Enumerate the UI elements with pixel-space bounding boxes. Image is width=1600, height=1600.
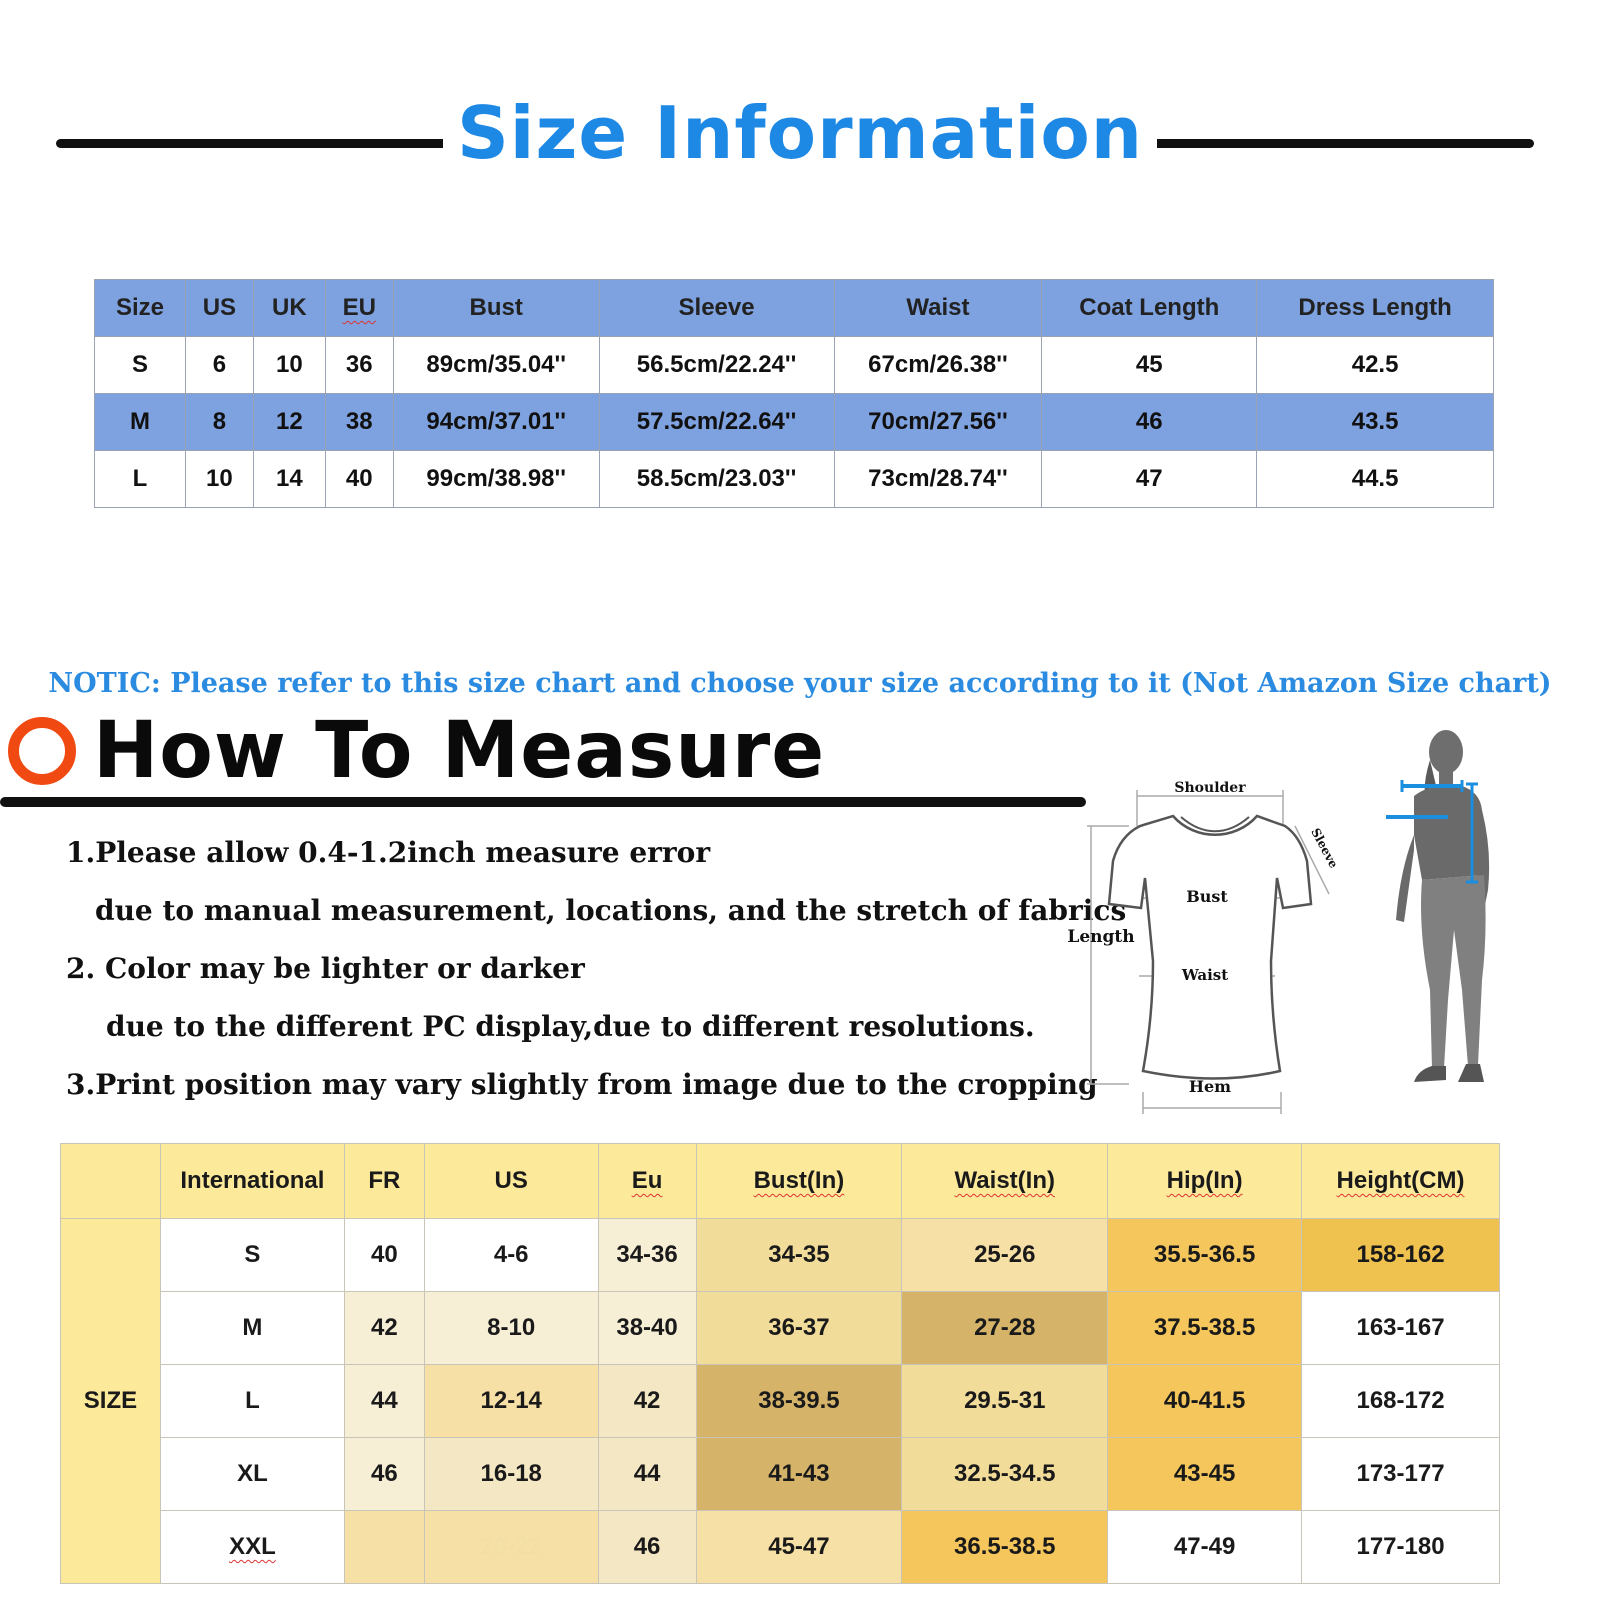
table-cell: XL: [160, 1438, 344, 1511]
table-cell: 36-37: [696, 1292, 902, 1365]
table-cell: 67cm/26.38'': [834, 337, 1042, 394]
size-table-header: Sleeve: [599, 280, 834, 337]
table-cell: 16-18: [424, 1438, 598, 1511]
table-cell-text: XXL: [229, 1533, 276, 1560]
table-cell: 10: [185, 451, 253, 508]
section-title: How To Measure: [93, 706, 826, 796]
diagram-label-hem: Hem: [1188, 1077, 1232, 1096]
table-cell: 38-40: [598, 1292, 696, 1365]
intl-table-header-text: Hip(In): [1166, 1167, 1243, 1194]
table-cell: 73cm/28.74'': [834, 451, 1042, 508]
table-cell: 36.5-38.5: [902, 1511, 1108, 1584]
table-cell: 45: [1042, 337, 1257, 394]
size-table: [94, 279, 1494, 508]
table-row: [95, 337, 1494, 394]
size-table-header: Waist: [834, 280, 1042, 337]
table-cell: 44: [598, 1438, 696, 1511]
tshirt-outline: [1109, 816, 1311, 1079]
table-cell: 20-22: [424, 1511, 598, 1584]
table-cell: 29.5-31: [902, 1365, 1108, 1438]
table-cell: 43.5: [1257, 394, 1494, 451]
table-cell: 57.5cm/22.64'': [599, 394, 834, 451]
table-cell: 37.5-38.5: [1108, 1292, 1302, 1365]
size-table-header: Bust: [393, 280, 599, 337]
intl-table-header: [1302, 1144, 1500, 1219]
table-cell: 4-6: [424, 1219, 598, 1292]
table-cell: 46: [598, 1511, 696, 1584]
diagram-label-length: Length: [1067, 927, 1135, 947]
intl-table-header: [61, 1144, 161, 1219]
size-table-header: US: [185, 280, 253, 337]
table-cell: M: [160, 1292, 344, 1365]
ring-icon: [8, 717, 76, 785]
size-table-header: Coat Length: [1042, 280, 1257, 337]
table-cell: 6: [185, 337, 253, 394]
table-cell: 12: [253, 394, 325, 451]
table-row: [61, 1292, 1500, 1365]
table-cell: 35.5-36.5: [1108, 1219, 1302, 1292]
table-cell: 44: [344, 1365, 424, 1438]
table-cell: 42: [598, 1365, 696, 1438]
intl-table-header-text: Bust(In): [753, 1167, 845, 1194]
intl-table-header-text: Height(CM): [1336, 1167, 1465, 1194]
table-cell: L: [95, 451, 186, 508]
table-cell: 44.5: [1257, 451, 1494, 508]
intl-table-header: [1108, 1144, 1302, 1219]
table-cell: 94cm/37.01'': [393, 394, 599, 451]
table-cell: 99cm/38.98'': [393, 451, 599, 508]
table-cell: 168-172: [1302, 1365, 1500, 1438]
table-cell: 8: [185, 394, 253, 451]
diagram-label-bust: Bust: [1186, 887, 1228, 906]
size-table-header-text: EU: [342, 294, 376, 321]
table-row: [61, 1219, 1500, 1292]
size-table-header: Size: [95, 280, 186, 337]
table-cell: 43-45: [1108, 1438, 1302, 1511]
table-cell: 40: [325, 451, 393, 508]
table-cell: 25-26: [902, 1219, 1108, 1292]
table-cell: 38: [325, 394, 393, 451]
intl-table-header: US: [424, 1144, 598, 1219]
diagram-label-sleeve: Sleeve: [1308, 825, 1341, 871]
intl-table-header-text: Waist(In): [954, 1167, 1055, 1194]
table-cell: 8-10: [424, 1292, 598, 1365]
table-cell: 47: [1042, 451, 1257, 508]
silhouette-legs: [1421, 875, 1486, 1068]
table-cell: 47-49: [1108, 1511, 1302, 1584]
measure-note: due to manual measurement, locations, and the stretch of fabrics: [95, 894, 1127, 927]
size-table-header-row: [95, 280, 1494, 337]
table-row: [95, 394, 1494, 451]
table-row: [61, 1438, 1500, 1511]
page-title: [0, 88, 1600, 178]
table-cell: 89cm/35.04'': [393, 337, 599, 394]
table-cell: 46: [344, 1438, 424, 1511]
table-cell: M: [95, 394, 186, 451]
table-cell: 45-47: [696, 1511, 902, 1584]
table-cell: 177-180: [1302, 1511, 1500, 1584]
table-cell: 42: [344, 1292, 424, 1365]
intl-table-header: [902, 1144, 1108, 1219]
diagram-label-waist: Waist: [1181, 966, 1229, 984]
table-cell: S: [160, 1219, 344, 1292]
table-cell: S: [95, 337, 186, 394]
table-cell: 34-35: [696, 1219, 902, 1292]
table-cell: L: [160, 1365, 344, 1438]
table-cell: 40: [344, 1219, 424, 1292]
table-cell: 41-43: [696, 1438, 902, 1511]
international-size-table: [60, 1143, 1500, 1584]
section-rule: [0, 797, 1086, 807]
table-cell: 46: [1042, 394, 1257, 451]
size-row-label: SIZE: [61, 1219, 161, 1584]
intl-table-header-text: Eu: [631, 1167, 663, 1194]
intl-table-header: [598, 1144, 696, 1219]
table-row: [61, 1511, 1500, 1584]
measure-note: due to the different PC display,due to different resolutions.: [106, 1010, 1035, 1043]
table-cell: 58.5cm/23.03'': [599, 451, 834, 508]
table-row: [95, 451, 1494, 508]
size-table-header: [325, 280, 393, 337]
table-cell: 70cm/27.56'': [834, 394, 1042, 451]
intl-table-header: FR: [344, 1144, 424, 1219]
measure-note: 2. Color may be lighter or darker: [66, 952, 585, 985]
notice-text: NOTIC: Please refer to this size chart and choose your size according to it (Not Amazon Size chart): [48, 668, 1552, 699]
table-cell: 27-28: [902, 1292, 1108, 1365]
table-cell: 32.5-34.5: [902, 1438, 1108, 1511]
table-cell: 158-162: [1302, 1219, 1500, 1292]
table-cell: 10: [253, 337, 325, 394]
body-silhouette-image: [1392, 730, 1522, 1120]
table-cell: [160, 1511, 344, 1584]
diagram-label-shoulder: Shoulder: [1174, 780, 1246, 796]
table-cell: 34-36: [598, 1219, 696, 1292]
table-cell: 163-167: [1302, 1292, 1500, 1365]
table-cell: 38-39.5: [696, 1365, 902, 1438]
table-cell: 42.5: [1257, 337, 1494, 394]
measure-note: 3.Print position may vary slightly from image due to the cropping: [66, 1068, 1098, 1101]
table-row: [61, 1365, 1500, 1438]
tshirt-diagram: [1067, 780, 1385, 1116]
table-cell: 173-177: [1302, 1438, 1500, 1511]
intl-table-header-row: [61, 1144, 1500, 1219]
table-cell: 12-14: [424, 1365, 598, 1438]
intl-table-header: International: [160, 1144, 344, 1219]
intl-table-header: [696, 1144, 902, 1219]
table-cell: 40-41.5: [1108, 1365, 1302, 1438]
page-title-text: Size Information: [443, 91, 1157, 175]
table-cell: [344, 1511, 424, 1584]
table-cell: 14: [253, 451, 325, 508]
measure-note: 1.Please allow 0.4-1.2inch measure error: [66, 836, 711, 869]
size-table-header: Dress Length: [1257, 280, 1494, 337]
silhouette-head: [1429, 730, 1463, 774]
table-cell: 36: [325, 337, 393, 394]
table-cell: 56.5cm/22.24'': [599, 337, 834, 394]
size-table-header: UK: [253, 280, 325, 337]
